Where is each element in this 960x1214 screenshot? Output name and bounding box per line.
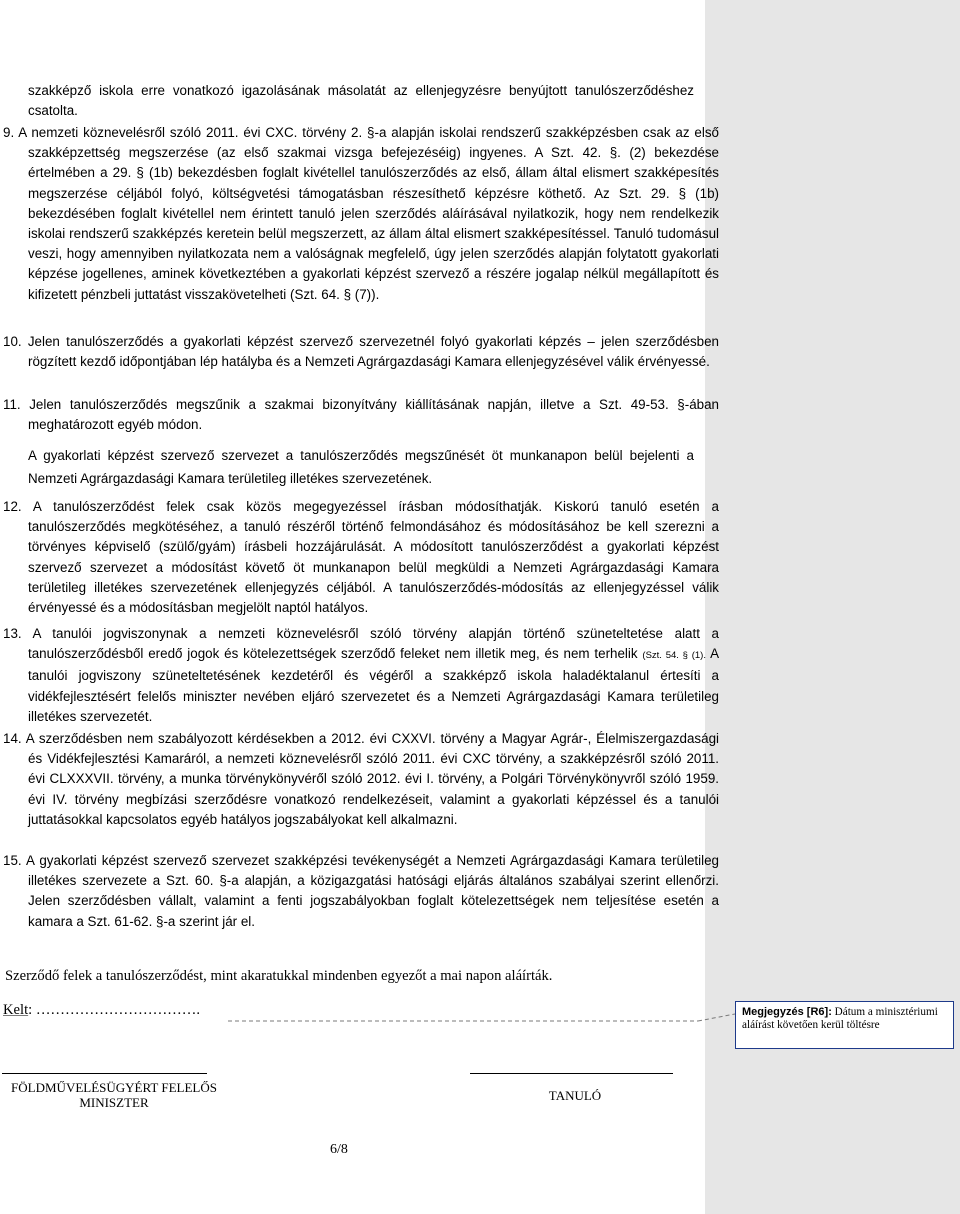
signature-line-left xyxy=(2,1073,207,1074)
paragraph-14: 14. A szerződésben nem szabályozott kérdésekben a 2012. évi CXXVI. törvény a Magyar Agrár-, Élelmiszergazdasági és Vidékfejlesztési Kamaráról, a nemzeti köznevelésről szóló 2011. évi CXC törvény, a szakképzésről szóló 2011. évi CLXXXVII. törvény, a munka törvénykönyvéről szóló 2012. évi I. törvény, a Polgári Törvénykönyvről szóló 1959. évi IV. törvény megbízási szerződésre vonatkozó rendelkezéseit, valamint a gyakorlati képzéssel és a tanulói juttatásokkal kapcsolatos egyéb hatályos jogszabályokat kell alkalmazni. xyxy=(3,731,719,827)
signature-caption-left xyxy=(0,1080,228,1110)
paragraph-13 xyxy=(3,624,719,727)
paragraph-10: 10. Jelen tanulószerződés a gyakorlati képzést szervező szervezetnél folyó gyakorlati képzés – jelen szerződésben rögzített kezdő időpontjában lép hatályba és a Nemzeti Agrárgazdasági Kamara ellenjegyzésével válik érvényessé. xyxy=(3,334,719,370)
paragraph-intro: szakképző iskola erre vonatkozó igazolásának másolatát az ellenjegyzésre benyújtott tanulószerződéshez csatolta. xyxy=(28,83,694,119)
signature-left-line2: MINISZTER xyxy=(79,1095,149,1110)
signing-statement: Szerződő felek a tanulószerződést, mint akaratukkal mindenben egyezőt a mai napon aláírták. xyxy=(5,968,553,984)
paragraph-11: 11. Jelen tanulószerződés megszűnik a szakmai bizonyítvány kiállításának napján, illetve a Szt. 49-53. §-ában meghatározott egyéb módon. xyxy=(3,397,719,433)
paragraph-9: 9. A nemzeti köznevelésről szóló 2011. évi CXC. törvény 2. §-a alapján iskolai rendszerű szakképzésben csak az első szakképzettség megszerzése (az első szakmai vizsga befejezéséig) ingyenes. A Szt. 42. §. (2) bekezdése értelmében a 29. § (1b) bekezdésben foglalt kivétellel tanulószerződés az első, állam által elismert szakképesítés megszerzése céljából folyó, költségvetési támogatásban részesíthető képzésre köthető. Az Szt. 29. § (1b) bekezdésében foglalt kivétellel nem érintett tanuló jelen szerződés aláírásával nyilatkozik, hogy nem rendelkezik iskolai rendszerű szakképzés keretein belül megszerzett, az állam által elismert szakképesítéssel. Tanuló tudomásul veszi, hogy amennyiben nyilatkozata nem a valóságnak megfelelő, úgy jelen szerződés alapján folytatott gyakorlati képzése jogellenes, aminek következtében a gyakorlati képzést szervező a részére jogalap nélkül megállapított és kifizetett pénzbeli juttatást visszakövetelheti (Szt. 64. § (7)). xyxy=(3,125,719,302)
paragraph-15: 15. A gyakorlati képzést szervező szervezet szakképzési tevékenységét a Nemzeti Agrárgazdasági Kamara területileg illetékes szervezete a Szt. 60. §-a alapján, a közigazgatási hatósági eljárás általános szabályai szerint ellenőrzi. Jelen szerződésben vállalt, valamint a fenti jogszabályokban foglalt kötelezettségek nem teljesítése esetén a kamara a Szt. 61-62. §-a szerint jár el. xyxy=(3,853,719,929)
paragraph-13-text-a: 13. A tanulói jogviszonynak a nemzeti köznevelésről szóló törvény alapján történő szüneteltetése alatt a tanulószerződésből eredő jogok és kötelezettségek szerződő feleket nem illetik meg, és nem terhelik xyxy=(3,626,719,662)
page-number: 6/8 xyxy=(330,1142,348,1157)
paragraph-11-notice: A gyakorlati képzést szervező szervezet a tanulószerződés megszűnését öt munkanapon belül bejelenti a Nemzeti Agrárgazdasági Kamara területileg illetékes szervezetének. xyxy=(28,448,694,486)
comment-label: Megjegyzés [R6]: xyxy=(742,1006,832,1018)
signature-line-right xyxy=(470,1073,673,1074)
comment-balloon[interactable] xyxy=(735,1001,954,1049)
signature-left-line1: FÖLDMŰVELÉSÜGYÉRT FELELŐS xyxy=(11,1080,217,1095)
kelt-placeholder: : ……………………………. xyxy=(28,1002,201,1018)
paragraph-13-citation: (Szt. 54. § (1). xyxy=(642,650,706,662)
comment-text: Dátum a minisztériumi aláírást követően kerül töltésre xyxy=(742,1006,938,1032)
paragraph-13-text-b: A tanulói jogviszony szüneteltetésének kezdetéről és végéről a szakképző iskola haladéktalanul értesíti a vidékfejlesztésért felelős miniszter nevében eljáró szervezetet és a Nemzeti Agrárgazdasági Kamara területileg illetékes szervezetét. xyxy=(28,646,719,724)
kelt-label: Kelt xyxy=(3,1002,29,1018)
date-place-field[interactable] xyxy=(3,1002,200,1019)
signature-caption-right: TANULÓ xyxy=(548,1088,602,1103)
paragraph-12: 12. A tanulószerződést felek csak közös megegyezéssel írásban módosíthatják. Kiskorú tanuló esetén a tanulószerződés megkötéséhez, a tanuló részéről történő felmondásához és módosításához be kell szerezni a törvényes képviselő (szülő/gyám) írásbeli hozzájárulását. A módosított tanulószerződést a gyakorlati képzést szervező szervezet a módosítást követő öt munkanapon belül megküldi a Nemzeti Agrárgazdasági Kamara területileg illetékes szervezetének ellenjegyzés céljából. A tanulószerződés-módosítás az ellenjegyzéssel válik érvényessé és a módosításban megjelölt naptól hatályos. xyxy=(3,499,719,616)
comment-connector-line xyxy=(228,1013,735,1023)
